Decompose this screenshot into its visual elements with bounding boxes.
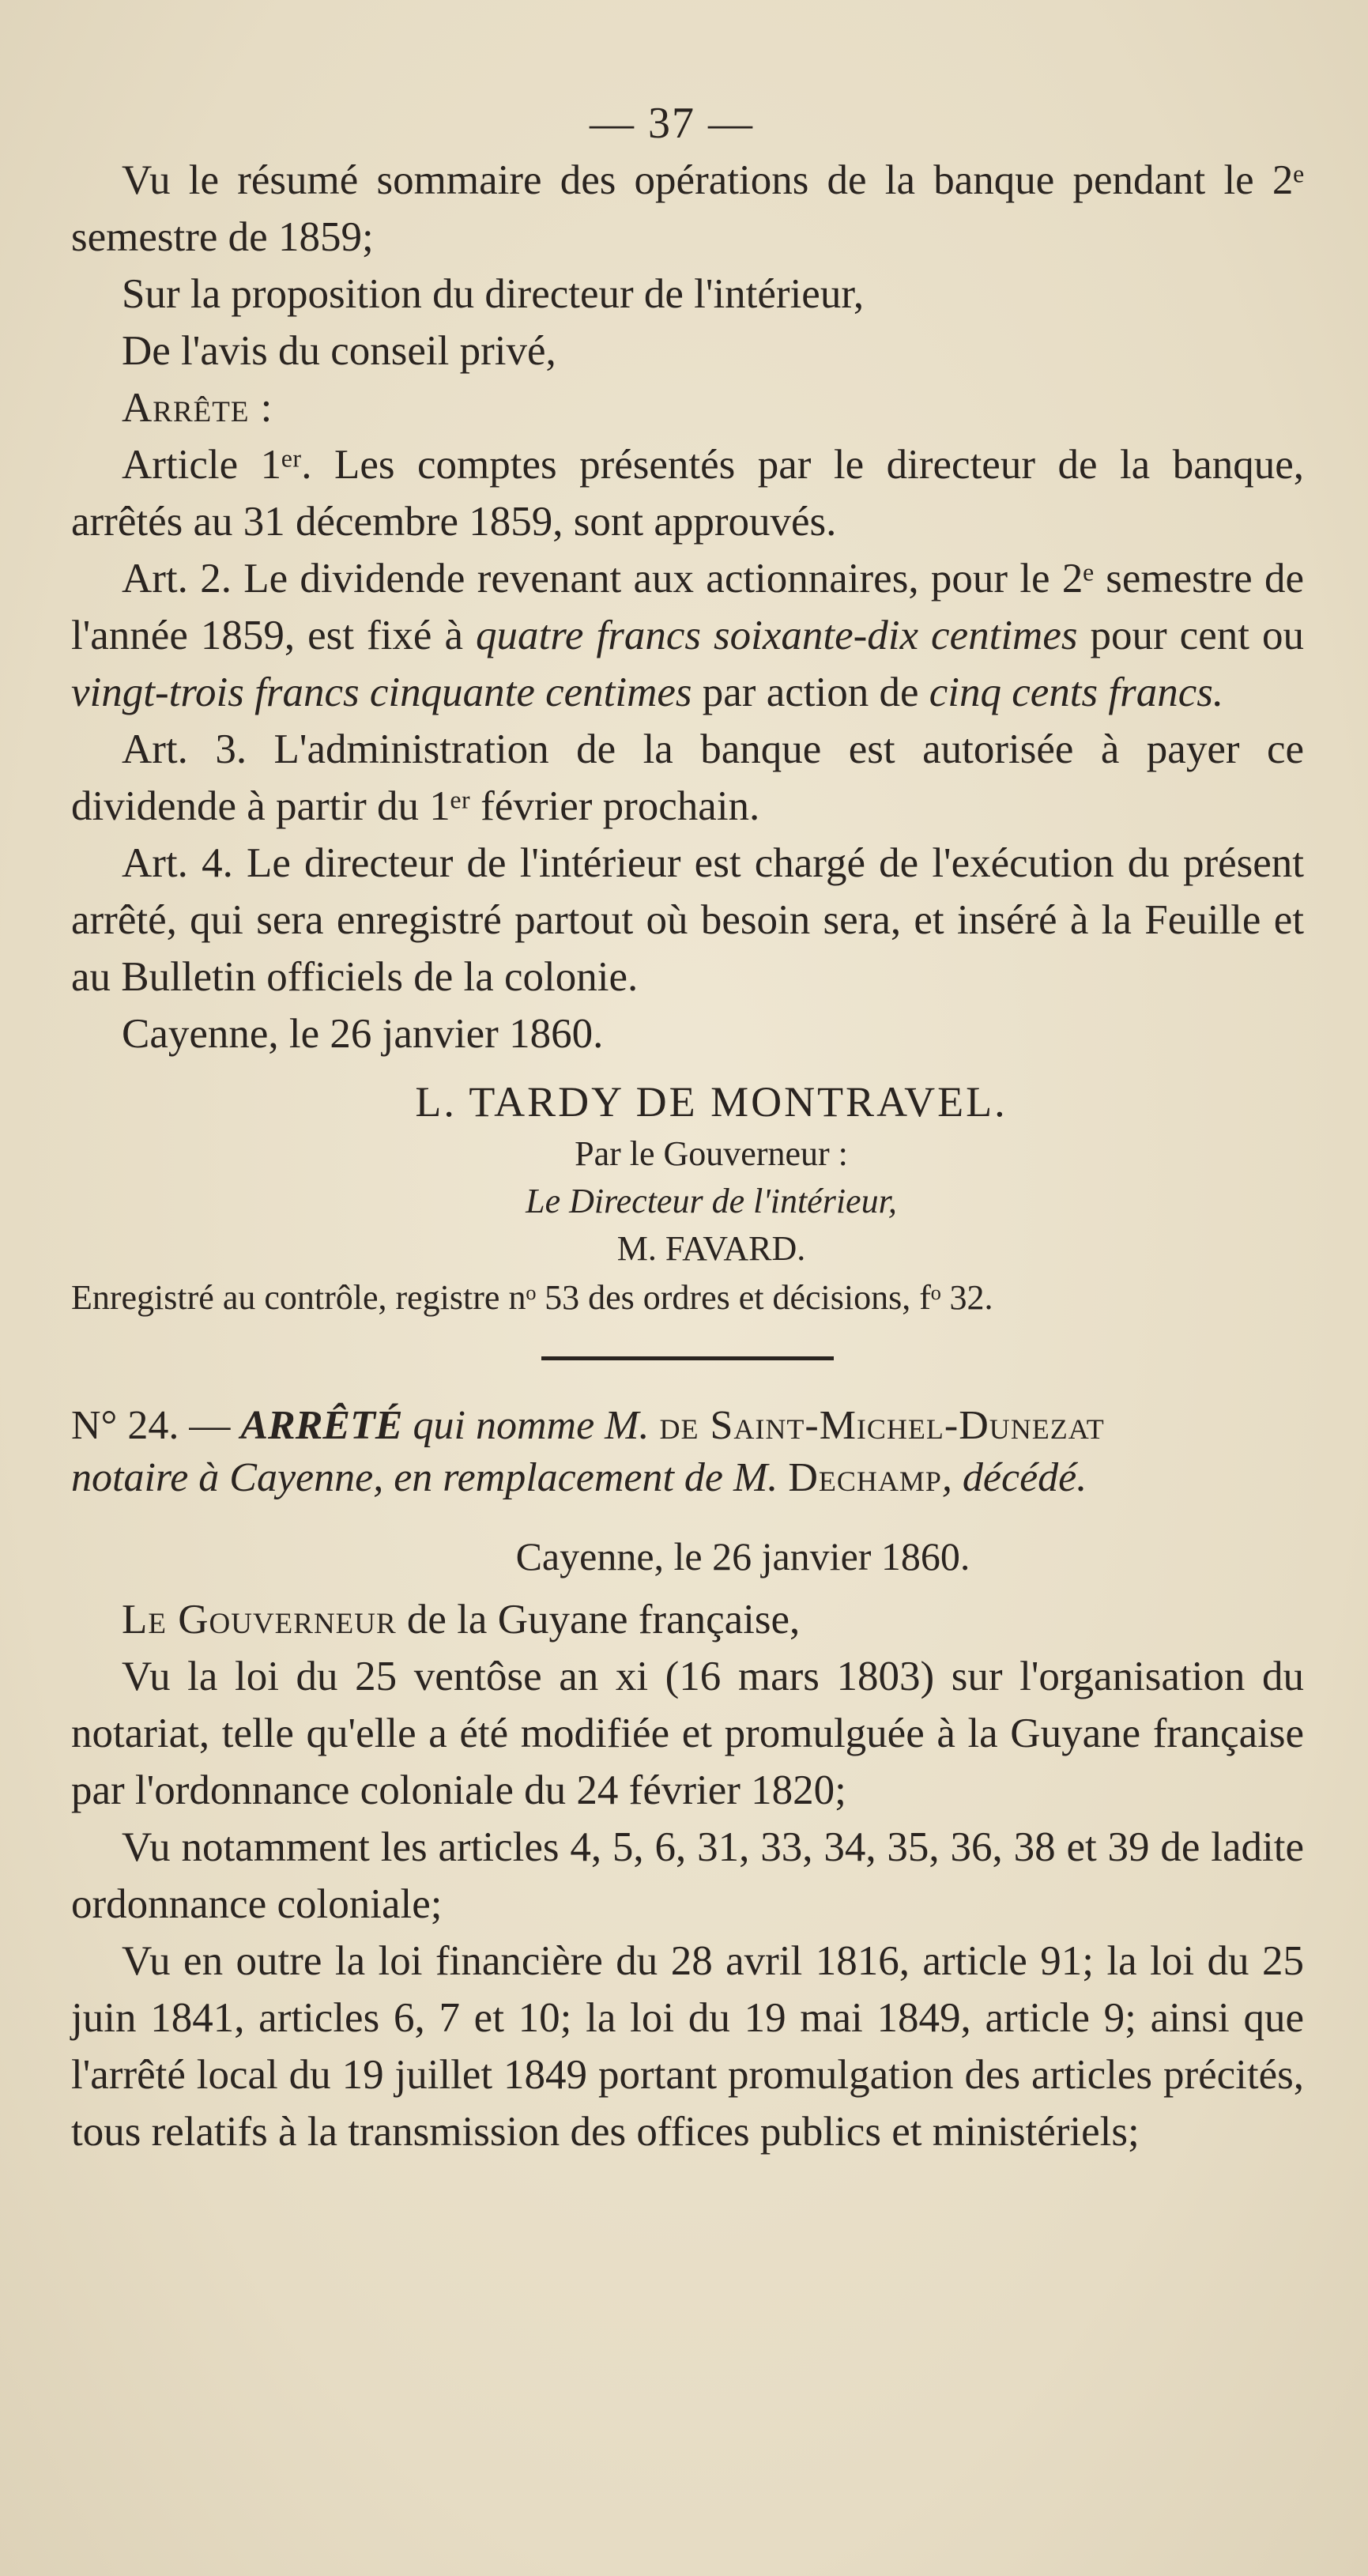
paragraph-avis: De l'avis du conseil privé, bbox=[122, 328, 556, 374]
act-title-name: de Saint-Michel-Dunezat bbox=[659, 1403, 1105, 1448]
article-2-action-value: cinq cents francs. bbox=[929, 669, 1224, 715]
act-title-name2: Dechamp bbox=[788, 1455, 942, 1500]
act-type: ARRÊTÉ bbox=[240, 1403, 403, 1448]
par-le-gouverneur: Par le Gouverneur : bbox=[575, 1134, 848, 1173]
gouverneur-line bbox=[71, 1591, 1304, 1648]
gouverneur-label: Le Gouverneur bbox=[122, 1597, 397, 1643]
page-number: — 37 — bbox=[590, 99, 754, 148]
text-column bbox=[71, 95, 1304, 2160]
article-2-amount-percent: quatre francs soixante-dix centimes bbox=[476, 613, 1078, 658]
article-2 bbox=[71, 550, 1304, 721]
act-title-c: notaire à Cayenne, en remplacement de M. bbox=[71, 1455, 789, 1500]
paragraph-proposition: Sur la proposition du directeur de l'intérieur, bbox=[122, 271, 865, 317]
directeur-name: M. FAVARD. bbox=[616, 1229, 806, 1268]
paragraph-vu-1: Vu la loi du 25 ventôse an xi (16 mars 1803) sur l'organisation du notariat, telle qu'elle a été modifiée et promulguée à la Guyane française par l'ordonnance coloniale du 24 février 1820; bbox=[71, 1654, 1304, 1813]
place-date: Cayenne, le 26 janvier 1860. bbox=[122, 1011, 604, 1057]
gouverneur-rest: de la Guyane française, bbox=[396, 1597, 801, 1643]
article-2-text-a: Art. 2. Le dividende revenant aux actionnaires, pour le 2ᵉ semestre de l'année 1859, est fixé à bbox=[71, 556, 1304, 658]
paragraph-vu-3: Vu en outre la loi financière du 28 avril 1816, article 91; la loi du 25 juin 1841, articles 6, 7 et 10; la loi du 19 mai 1849, article 9; ainsi que l'arrêté local du 19 juillet 1849 portant promulgation des articles précités, tous relatifs à la transmission des offices publics et ministériels; bbox=[71, 1938, 1304, 2155]
article-1: Article 1ᵉʳ. Les comptes présentés par le directeur de la banque, arrêtés au 31 décembre 1859, sont approuvés. bbox=[71, 442, 1304, 545]
article-2-text-c: pour cent ou bbox=[1077, 613, 1304, 658]
act-title-b: qui nomme M. bbox=[402, 1403, 660, 1448]
paragraph-vu-resume: Vu le résumé sommaire des opérations de la banque pendant le 2ᵉ semestre de 1859; bbox=[71, 157, 1304, 260]
article-2-amount-action: vingt-trois francs cinquante centimes bbox=[71, 669, 692, 715]
article-3: Art. 3. L'administration de la banque est autorisée à payer ce dividende à partir du 1ᵉʳ février prochain. bbox=[71, 726, 1304, 829]
act-title-d: , décédé. bbox=[941, 1455, 1087, 1500]
act-title bbox=[71, 1400, 1304, 1504]
directeur-title: Le Directeur de l'intérieur, bbox=[526, 1182, 897, 1220]
article-2-text-e: par action de bbox=[692, 669, 929, 715]
section-divider bbox=[541, 1356, 834, 1360]
signature-governor: L. TARDY DE MONTRAVEL. bbox=[415, 1078, 1008, 1126]
paragraph-vu-2: Vu notamment les articles 4, 5, 6, 31, 33, 34, 35, 36, 38 et 39 de ladite ordonnance coloniale; bbox=[71, 1824, 1304, 1927]
registration-note: Enregistré au contrôle, registre nᵒ 53 des ordres et décisions, fᵒ 32. bbox=[71, 1278, 993, 1317]
arrete-label: Arrête : bbox=[122, 385, 273, 431]
act-date: Cayenne, le 26 janvier 1860. bbox=[515, 1534, 970, 1578]
article-4: Art. 4. Le directeur de l'intérieur est chargé de l'exécution du présent arrêté, qui sera enregistré partout où besoin sera, et inséré à la Feuille et au Bulletin officiels de la colonie. bbox=[71, 840, 1304, 1000]
act-number: N° 24. — bbox=[71, 1403, 241, 1448]
